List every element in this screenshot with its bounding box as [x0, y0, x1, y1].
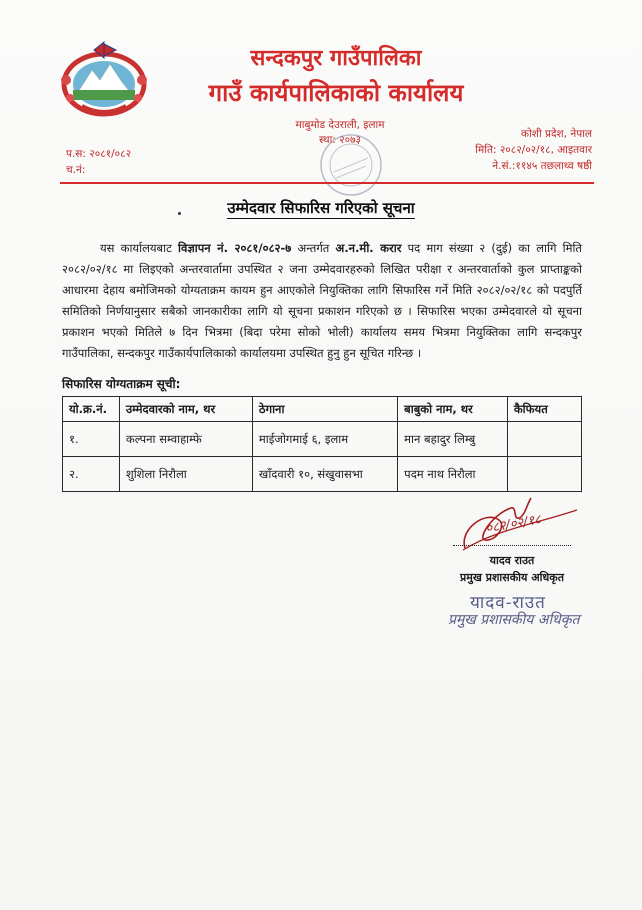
advertisement-number: विज्ञापन नं. २०८१/०८२-७ — [178, 241, 292, 255]
column-header: यो.क्र.नं. — [63, 397, 120, 422]
table-cell: शुशिला निरौला — [119, 457, 252, 492]
header-right-block — [475, 126, 592, 174]
seal-designation: प्रमुख प्रशासकीय अधिकृत — [448, 612, 580, 628]
column-header: बाबुको नाम, थर — [398, 397, 508, 422]
notice-paragraph: यस कार्यालयबाट विज्ञापन नं. २०८१/०८२-७ अन्तर्गत अ.न.मी. करार पद माग संख्या २ (दुई) का लागि मिति २०८२/०२/१८ मा लिइएको अन्तरवार्तामा उपस्थित २ जना उम्मेदवारहरुको लिखित परीक्षा र अन्तरवार्ताको कुल प्राप्ताङ्कको आधारमा देहाय बमोजिमको योग्यताक्रम कायम हुन आएकोले नियुक्तिका लागि सिफारिस गर्ने मिति २०८२/०२/१८ को पदपुर्ति समितिको निर्णयानुसार सबैको जानकारीका लागि यो सूचना प्रकाशन गरिएको छ । सिफारिस भएका उम्मेदवारले यो सूचना प्रकाशन भएको मितिले ७ दिन भित्रमा (बिदा परेमा सोको भोली) कार्यालय समय भित्रमा नियुक्तिका लागि सन्दकपुर गाउँपालिका, सन्दकपुर गाउँकार्यपालिकाको कार्यालयमा उपस्थित हुनु हुन सूचित गरिन्छ । — [62, 241, 582, 360]
post-name: अ.न.मी. करार — [335, 241, 402, 255]
table-cell: २. — [63, 457, 120, 492]
notice-title-text: उम्मेदवार सिफारिस गरिएको सूचना — [227, 199, 415, 217]
signatory-name: यादव राउत — [489, 554, 535, 567]
nepal-samvat-line: ने.सं.:११४५ तछलाथ्व षष्ठी — [492, 160, 592, 172]
handwritten-date: ०८२/०२/१८ — [484, 512, 543, 537]
column-header: ठेगाना — [252, 397, 397, 422]
column-header: उम्मेदवारको नाम, थर — [119, 397, 252, 422]
table-cell: माईजोगमाई ६, इलाम — [252, 422, 397, 457]
letter-number: प.स: २०८१/०८२ — [66, 148, 132, 160]
date-line: मिति: २०८२/०२/१८, आइतवार — [475, 144, 592, 156]
column-header: कैफियत — [507, 397, 581, 422]
office-name: गाउँ कार्यपालिकाको कार्यालय — [208, 79, 464, 107]
table-cell: कल्पना सम्वाहाम्फे — [119, 422, 252, 457]
province-line: कोशी प्रदेश, नेपाल — [521, 128, 592, 140]
list-label: सिफारिस योग्यताक्रम सूची: — [62, 377, 181, 391]
municipality-name: सन्दकपुर गाउँपालिका — [250, 46, 422, 71]
header-left-block — [66, 146, 131, 178]
address-line: माबुमोड देउराली, इलाम — [295, 119, 385, 131]
table-cell — [507, 457, 581, 492]
notice-title — [0, 198, 642, 218]
header-divider — [60, 182, 594, 184]
seal-name: यादव-राउत — [470, 593, 546, 613]
table-cell — [507, 422, 581, 457]
signature-line — [453, 545, 571, 546]
recommendation-table — [62, 396, 582, 492]
table-row — [63, 422, 582, 457]
office-stamp-icon — [318, 132, 384, 198]
table-cell: १. — [63, 422, 120, 457]
table-row — [63, 457, 582, 492]
table-header-row — [63, 397, 582, 422]
table-cell: पदम नाथ निरौला — [398, 457, 508, 492]
table-cell: मान बहादुर लिम्बु — [398, 422, 508, 457]
signatory-designation: प्रमुख प्रशासकीय अधिकृत — [460, 571, 564, 584]
table-cell: खाँदवारी १०, संखुवासभा — [252, 457, 397, 492]
established-line: स्था: २०७३ — [318, 134, 362, 146]
dispatch-number: च.नं: — [66, 164, 86, 176]
